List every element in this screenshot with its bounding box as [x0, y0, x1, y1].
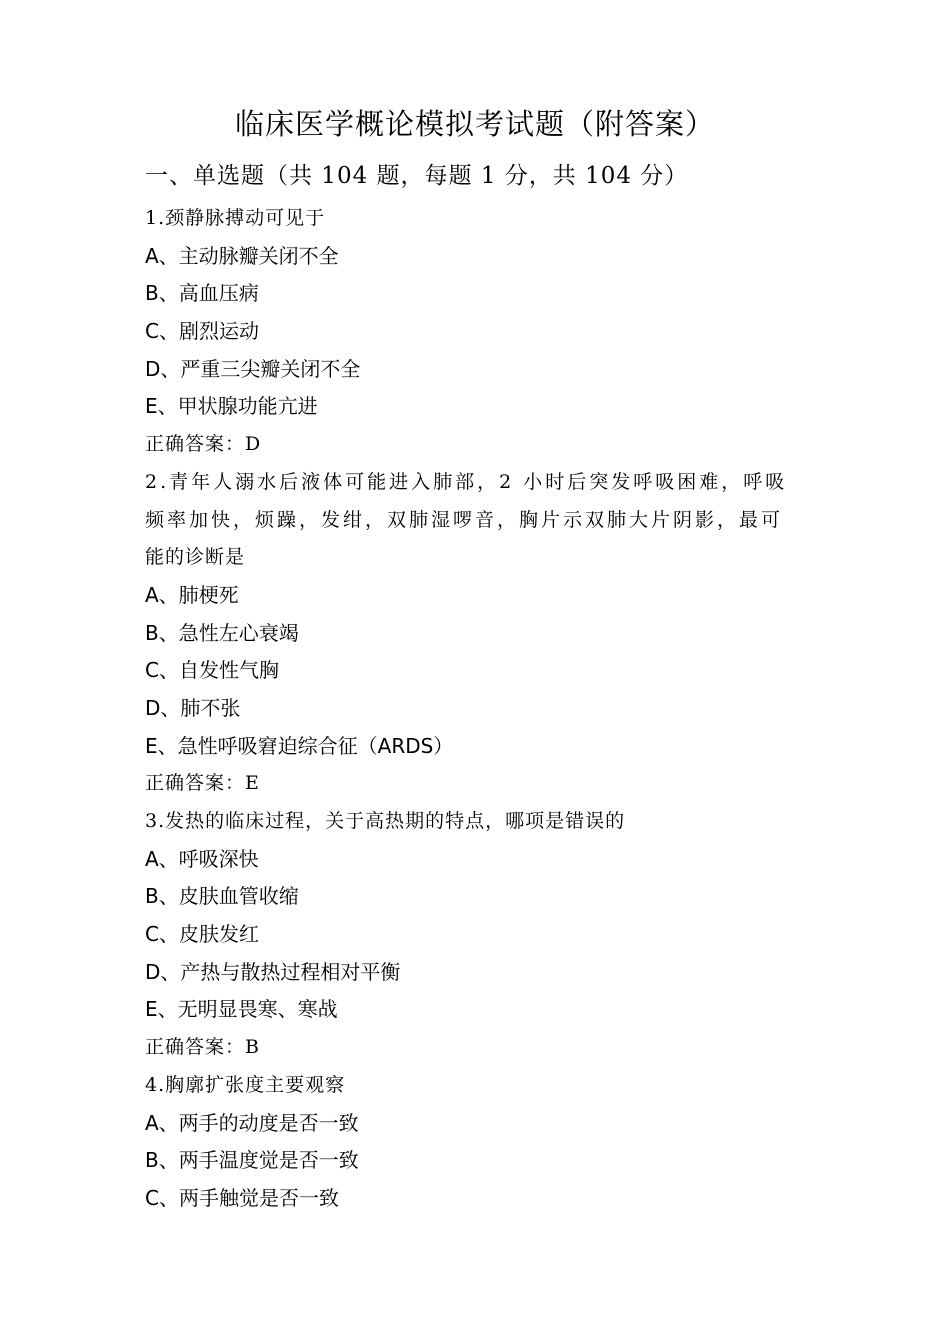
option-a: A、两手的动度是否一致: [145, 1110, 359, 1135]
question-stem: 1.颈静脉搏动可见于: [145, 207, 326, 229]
option-e: E、急性呼吸窘迫综合征（ARDS）: [145, 733, 454, 758]
option-d: D、产热与散热过程相对平衡: [145, 959, 401, 984]
option-c: C、剧烈运动: [145, 319, 259, 344]
option-a: A、肺梗死: [145, 582, 239, 607]
question-stem-continued: 能的诊断是: [145, 546, 246, 569]
option-b: B、皮肤血管收缩: [145, 884, 299, 909]
option-a: A、主动脉瓣关闭不全: [145, 243, 339, 268]
option-b: B、两手温度觉是否一致: [145, 1148, 359, 1173]
option-c: C、两手触觉是否一致: [145, 1185, 339, 1210]
option-e: E、无明显畏寒、寒战: [145, 997, 338, 1022]
question-list: [145, 200, 810, 1218]
question-1: [145, 200, 810, 464]
option-c: C、自发性气胸: [145, 658, 279, 683]
option-c: C、皮肤发红: [145, 922, 259, 947]
question-stem: 4.胸廓扩张度主要观察: [145, 1073, 346, 1096]
question-3: [145, 803, 810, 1067]
option-e: E、甲状腺功能亢进: [145, 394, 318, 419]
section-heading: 一、单选题（共 104 题，每题 1 分，共 104 分）: [145, 163, 689, 189]
option-d: D、严重三尖瓣关闭不全: [145, 356, 361, 381]
correct-answer: 正确答案：D: [145, 433, 262, 456]
option-b: B、高血压病: [145, 281, 259, 306]
option-a: A、呼吸深快: [145, 846, 259, 871]
option-b: B、急性左心衰竭: [145, 620, 299, 645]
question-stem-continued: 频率加快，烦躁，发绀，双肺湿啰音，胸片示双肺大片阴影，最可: [145, 508, 784, 531]
option-d: D、肺不张: [145, 695, 241, 720]
correct-answer: 正确答案：B: [145, 1036, 260, 1059]
question-2: [145, 464, 810, 803]
question-stem: 2.青年人溺水后液体可能进入肺部，2 小时后突发呼吸困难，呼吸: [145, 470, 788, 493]
document-title: 临床医学概论模拟考试题（附答案）: [234, 107, 715, 141]
question-stem: 3.发热的临床过程，关于高热期的特点，哪项是错误的: [145, 810, 626, 832]
question-4: [145, 1067, 810, 1218]
correct-answer: 正确答案：E: [145, 772, 260, 795]
